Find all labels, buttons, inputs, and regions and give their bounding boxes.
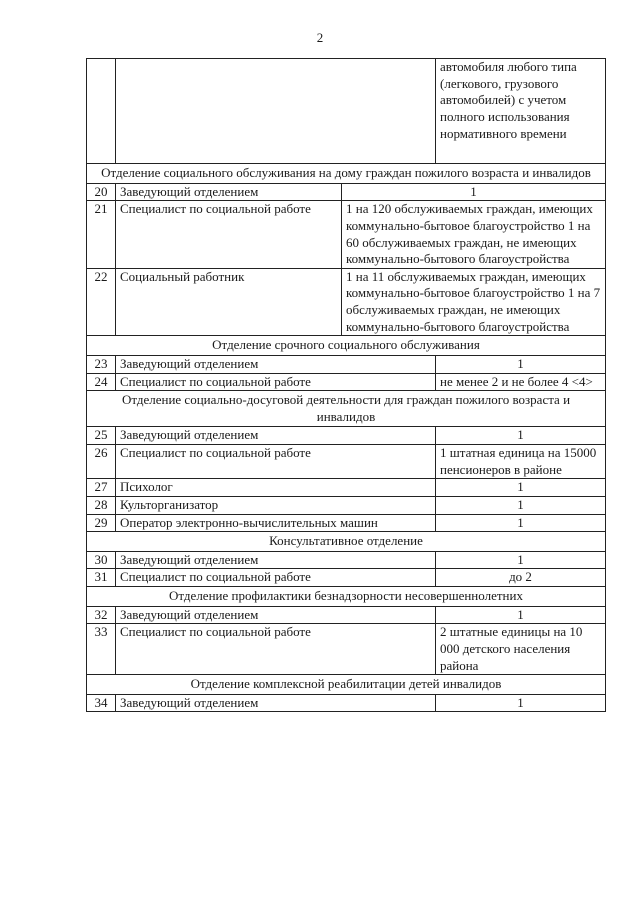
section-header-row bbox=[87, 675, 606, 695]
row-number-cell: 24 bbox=[87, 373, 116, 391]
position-cell: Специалист по социальной работе bbox=[116, 201, 342, 269]
norm-cell: 1 bbox=[436, 694, 606, 712]
table-row bbox=[87, 479, 606, 497]
row-number-cell: 33 bbox=[87, 624, 116, 675]
table-row bbox=[87, 355, 606, 373]
table-row bbox=[87, 624, 606, 675]
norm-cell: 1 bbox=[436, 355, 606, 373]
norm-cell: 1 bbox=[436, 514, 606, 532]
table-row bbox=[87, 606, 606, 624]
norm-cell: 1 bbox=[436, 427, 606, 445]
staffing-table bbox=[86, 58, 606, 712]
position-cell: Заведующий отделением bbox=[116, 694, 436, 712]
row-number-cell: 20 bbox=[87, 183, 116, 201]
section-title: Консультативное отделение bbox=[87, 532, 606, 552]
norm-cell: 1 штатная единица на 15000 пенсионеров в районе bbox=[436, 445, 606, 479]
row-number-cell: 23 bbox=[87, 355, 116, 373]
position-cell: Культорганизатор bbox=[116, 496, 436, 514]
row-number-cell: 30 bbox=[87, 551, 116, 569]
table-row bbox=[87, 551, 606, 569]
position-cell: Специалист по социальной работе bbox=[116, 624, 436, 675]
position-cell: Оператор электронно-вычислительных машин bbox=[116, 514, 436, 532]
section-title: Отделение профилактики безнадзорности несовершеннолетних bbox=[87, 587, 606, 607]
norm-cell: не менее 2 и не более 4 <4> bbox=[436, 373, 606, 391]
position-cell: Социальный работник bbox=[116, 268, 342, 336]
table-row bbox=[87, 373, 606, 391]
position-cell: Специалист по социальной работе bbox=[116, 373, 436, 391]
position-cell: Заведующий отделением bbox=[116, 183, 342, 201]
position-cell: Заведующий отделением bbox=[116, 551, 436, 569]
position-cell: Заведующий отделением bbox=[116, 606, 436, 624]
section-title: Отделение социального обслуживания на дому граждан пожилого возраста и инвалидов bbox=[87, 164, 606, 184]
row-number-cell: 21 bbox=[87, 201, 116, 269]
row-number-cell: 27 bbox=[87, 479, 116, 497]
table-row bbox=[87, 183, 606, 201]
norm-cell: 1 bbox=[436, 479, 606, 497]
row-number-cell bbox=[87, 59, 116, 164]
table-row bbox=[87, 496, 606, 514]
row-number-cell: 31 bbox=[87, 569, 116, 587]
norm-cell: 1 на 120 обслуживаемых граждан, имеющих коммунально-бытовое благоустройство 1 на 60 обслуживаемых граждан, не имеющих коммунально-бытового благоустройства bbox=[342, 201, 606, 269]
table-row-continuation bbox=[87, 59, 606, 164]
table-row bbox=[87, 514, 606, 532]
section-header-row bbox=[87, 587, 606, 607]
row-number-cell: 22 bbox=[87, 268, 116, 336]
table-row bbox=[87, 268, 606, 336]
table-body bbox=[87, 59, 606, 712]
row-number-cell: 29 bbox=[87, 514, 116, 532]
section-title: Отделение комплексной реабилитации детей инвалидов bbox=[87, 675, 606, 695]
position-cell: Психолог bbox=[116, 479, 436, 497]
norm-cell: 1 bbox=[436, 551, 606, 569]
position-cell: Специалист по социальной работе bbox=[116, 569, 436, 587]
norm-cell: 1 bbox=[436, 496, 606, 514]
norm-cell: 1 на 11 обслуживаемых граждан, имеющих коммунально-бытовое благоустройство 1 на 7 обслуживаемых граждан, не имеющих коммунально-бытового благоустройства bbox=[342, 268, 606, 336]
section-title: Отделение срочного социального обслуживания bbox=[87, 336, 606, 356]
table-row bbox=[87, 445, 606, 479]
norm-cell: 1 bbox=[436, 606, 606, 624]
position-cell: Специалист по социальной работе bbox=[116, 445, 436, 479]
section-header-row bbox=[87, 391, 606, 427]
section-title: Отделение социально-досуговой деятельности для граждан пожилого возраста и инвалидов bbox=[87, 391, 606, 427]
row-number-cell: 25 bbox=[87, 427, 116, 445]
page-number: 2 bbox=[316, 30, 324, 45]
section-header-row bbox=[87, 336, 606, 356]
section-header-row bbox=[87, 164, 606, 184]
row-number-cell: 26 bbox=[87, 445, 116, 479]
norm-cell: автомобиля любого типа (легкового, грузового автомобилей) с учетом полного использования нормативного времени bbox=[436, 59, 606, 164]
row-number-cell: 34 bbox=[87, 694, 116, 712]
position-cell: Заведующий отделением bbox=[116, 355, 436, 373]
norm-cell: до 2 bbox=[436, 569, 606, 587]
table-row bbox=[87, 694, 606, 712]
table-row bbox=[87, 569, 606, 587]
position-cell: Заведующий отделением bbox=[116, 427, 436, 445]
position-cell bbox=[116, 59, 436, 164]
table-row bbox=[87, 427, 606, 445]
norm-cell: 1 bbox=[342, 183, 606, 201]
table-row bbox=[87, 201, 606, 269]
norm-cell: 2 штатные единицы на 10 000 детского населения района bbox=[436, 624, 606, 675]
row-number-cell: 28 bbox=[87, 496, 116, 514]
section-header-row bbox=[87, 532, 606, 552]
row-number-cell: 32 bbox=[87, 606, 116, 624]
